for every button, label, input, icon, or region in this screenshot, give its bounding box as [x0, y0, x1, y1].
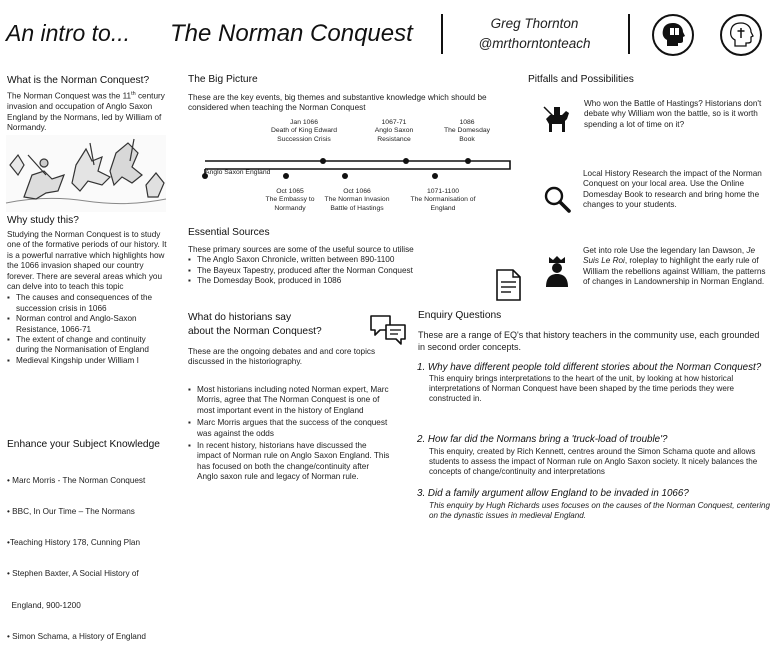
- historians-body: These are the ongoing debates and and core topics discussed in the historiography.: [188, 347, 376, 367]
- enquiry-question-3: [417, 488, 772, 521]
- event-date: Oct 1066: [343, 188, 371, 195]
- role-text-emphasis: Je Suis Le Roi: [583, 246, 756, 266]
- bayeux-tapestry-illustration: [6, 135, 166, 212]
- enhance-list: [7, 455, 172, 653]
- event-date: Oct 1065: [276, 188, 304, 195]
- why-bullet: ▪ The causes and consequences of the succession crisis in 1066: [7, 293, 170, 314]
- enhance-item: • Simon Schama, a History of England: [7, 631, 146, 641]
- magnifier-icon: [542, 184, 572, 214]
- timeline-dot: [432, 173, 438, 179]
- source-item: ▪ The Domesday Book, produced in 1086: [188, 276, 478, 286]
- big-picture-body: These are the key events, big themes and substantive knowledge which should be considered when teaching the Norman Conquest: [188, 93, 487, 113]
- historian-point: ▪ In recent history, historians have discussed the impact of Norman rule on Anglo Saxon England. This has focused on both the change/continuity after Anglo saxon rule and legacy of Norman rule.: [188, 441, 390, 483]
- sources-heading: Essential Sources: [188, 227, 270, 238]
- timeline-dot: [320, 158, 326, 164]
- head-book-icon: [652, 14, 694, 56]
- why-bullet: ▪ Norman control and Anglo-Saxon Resistance, 1066-71: [7, 314, 170, 335]
- enhance-item: • BBC, In Our Time – The Normans: [7, 507, 135, 517]
- timeline-start-label: Anglo Saxon England: [205, 169, 271, 176]
- enhance-item: England, 900-1200: [7, 600, 81, 610]
- author-name: Greg Thornton: [490, 16, 579, 31]
- pitfalls-heading: Pitfalls and Possibilities: [528, 74, 634, 85]
- pitfall-role-text: [583, 246, 773, 288]
- event-date: 1067-71: [381, 119, 407, 126]
- speech-bubbles-icon: [368, 312, 408, 346]
- timeline-event-top: [364, 119, 424, 144]
- historians-list: [188, 385, 390, 483]
- historian-point: ▪ Marc Morris argues that the success of the conquest was against the odds: [188, 418, 390, 439]
- enhance-item: • Stephen Baxter, A Social History of: [7, 569, 139, 579]
- pitfall-local-history-text: Local History Research the impact of the Norman Conquest on your local area. Use the Online Domesday Book to research and bring home the changes to your students.: [583, 169, 762, 210]
- king-icon: [542, 254, 572, 288]
- event-label: The Normanisation of England: [410, 196, 476, 212]
- what-heading: What is the Norman Conquest?: [7, 75, 150, 86]
- header-divider-right: [628, 14, 630, 54]
- timeline-event-bottom: [320, 188, 394, 213]
- enquiry-question-body: This enquiry brings interpretations to the heart of the unit, by looking at how historical interpretations of Norman Conquest have been shaped by the time periods they were constructed in.: [429, 374, 735, 404]
- page-title: The Norman Conquest: [170, 20, 413, 47]
- event-date: 1086: [459, 119, 475, 126]
- why-bullet: ▪ Medieval Kingship under William I: [7, 356, 170, 366]
- author-handle: @mrthorntonteach: [478, 36, 591, 51]
- enquiry-heading: Enquiry Questions: [418, 310, 502, 321]
- enquiry-question-body: This enquiry by Hugh Richards uses focuses on the causes of the Norman Conquest, centering on the dynastic issues in medieval England.: [429, 501, 771, 521]
- enquiry-question-body: This enquiry, created by Rich Kennett, centres around the Simon Schama quote and allows students to assess the impact of Norman rule on Anglo Saxon society. It nicely balances the concepts of change/continuity and interpretations: [429, 447, 758, 477]
- timeline-dot: [342, 173, 348, 179]
- why-bullet: ▪ The extent of change and continuity during the Normanisation of England: [7, 335, 170, 356]
- knight-on-horse-icon: [540, 105, 574, 135]
- why-section: [7, 230, 170, 366]
- role-text-pre: Get into role Use the legendary Ian Dawson,: [583, 246, 747, 255]
- enhance-heading: Enhance your Subject Knowledge: [7, 439, 160, 450]
- timeline: [180, 116, 525, 226]
- document-icon: [493, 268, 523, 302]
- what-body: [7, 89, 165, 133]
- timeline-event-bottom: [262, 188, 318, 213]
- big-picture-heading: The Big Picture: [188, 74, 258, 85]
- enquiry-question-2: [417, 434, 772, 478]
- event-date: Jan 1066: [290, 119, 318, 126]
- event-label: Death of King Edward Succession Crisis: [270, 127, 338, 143]
- timeline-event-top: [268, 119, 340, 144]
- enquiry-question-title: 1. Why have different people told different stories about the Norman Conquest?: [417, 362, 762, 373]
- historians-heading-line2: about the Norman Conquest?: [188, 326, 322, 337]
- role-text-post: , roleplay to highlight the early rule of William the rebellions against William, the patterns of changes in Landownership in Norman England.: [583, 256, 766, 287]
- timeline-event-bottom: [402, 188, 484, 213]
- historian-point: ▪ Most historians including noted Norman expert, Marc Morris, agree that The Norman Conquest is one of most important event in the history of England: [188, 385, 390, 416]
- author-block: [452, 14, 617, 54]
- what-body-post: century invasion and occupation of Anglo Saxon England by the Normans, led by William of Normandy.: [7, 91, 165, 132]
- why-body: Studying the Norman Conquest is to study one of the formative periods of our history. It is a powerful narrative which highlights how the 1066 invasion shaped our country forever. There are several areas which you can delve into to teach this topic: [7, 230, 167, 292]
- timeline-dot: [403, 158, 409, 164]
- pitfall-battle-text: Who won the Battle of Hastings? Historians don't debate why William won the battle, so is it worth spending a lot of time on it?: [584, 99, 762, 129]
- enquiry-question-1: [417, 362, 772, 405]
- event-label: The Norman Invasion Battle of Hastings: [324, 196, 390, 212]
- historians-heading-line1: What do historians say: [188, 312, 292, 323]
- enhance-item: •Teaching History 178, Cunning Plan: [7, 538, 141, 548]
- what-body-sup: th: [131, 91, 136, 97]
- header-divider: [441, 14, 443, 54]
- source-item: ▪ The Bayeux Tapestry, produced after the Norman Conquest: [188, 266, 478, 276]
- event-label: Anglo Saxon Resistance: [374, 127, 414, 143]
- event-label: The Domesday Book: [443, 127, 491, 143]
- event-date: 1071-1100: [427, 188, 459, 195]
- enquiry-intro: These are a range of EQ's that history teachers in the community use, each grounded in second order concepts.: [418, 330, 760, 352]
- historians-heading: [188, 311, 322, 339]
- event-label: The Embassy to Normandy: [265, 196, 315, 212]
- header-intro: An intro to...: [6, 20, 131, 46]
- timeline-event-top: [438, 119, 496, 144]
- enquiry-question-title: 3. Did a family argument allow England to be invaded in 1066?: [417, 488, 689, 499]
- sources-body: These primary sources are some of the useful source to utilise: [188, 245, 414, 254]
- sources-section: [188, 245, 478, 287]
- head-cross-icon: [720, 14, 762, 56]
- enquiry-question-title: 2. How far did the Normans bring a 'truck-load of trouble'?: [417, 434, 668, 445]
- source-item: ▪ The Anglo Saxon Chronicle, written between 890-1100: [188, 255, 478, 265]
- why-heading: Why study this?: [7, 215, 79, 226]
- timeline-dot: [465, 158, 471, 164]
- what-body-pre: The Norman Conquest was the 11: [7, 91, 132, 101]
- enhance-item: • Marc Morris - The Norman Conquest: [7, 475, 146, 485]
